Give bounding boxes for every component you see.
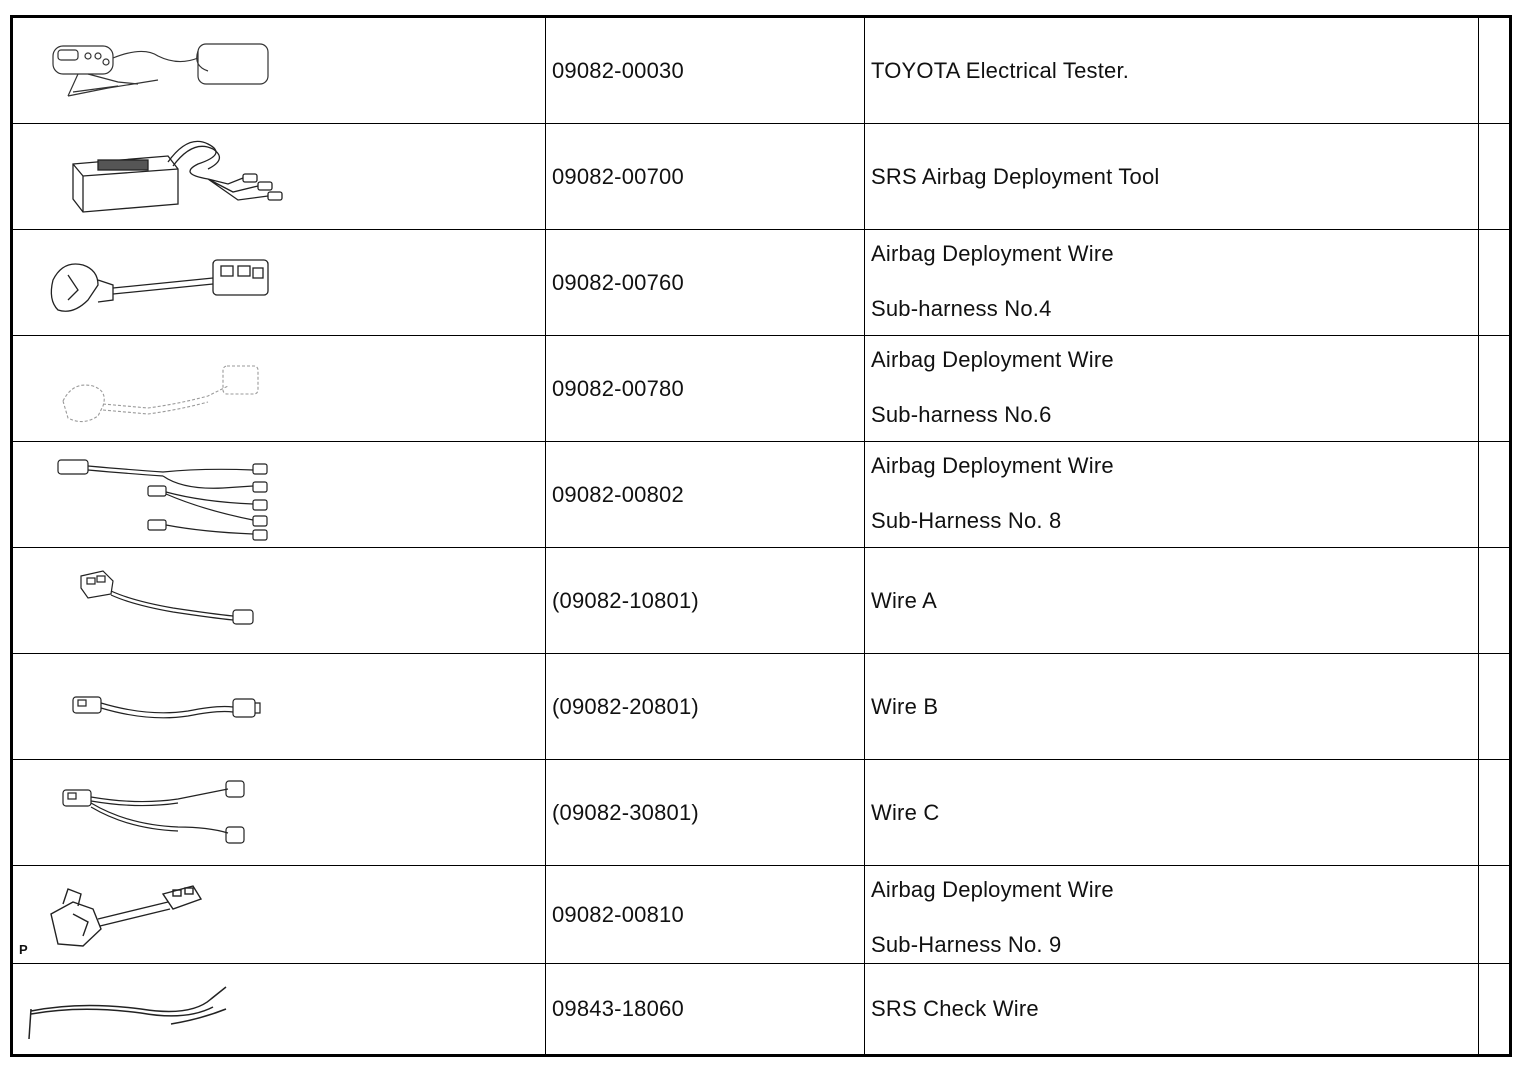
description-cell (865, 760, 1479, 865)
note-cell (1479, 336, 1509, 441)
description-cell (865, 548, 1479, 653)
part-number-cell (546, 654, 865, 759)
description-line-2: Sub-harness No.4 (871, 296, 1052, 321)
note-cell (1479, 18, 1509, 123)
table-row (13, 654, 1509, 760)
table-row (13, 230, 1509, 336)
note-cell (1479, 964, 1509, 1054)
note-cell (1479, 442, 1509, 547)
description-cell (865, 124, 1479, 229)
illustration-cell (13, 654, 546, 759)
part-number: 09082-00700 (552, 163, 684, 189)
description-line-1: Airbag Deployment Wire (871, 877, 1114, 902)
table-row (13, 124, 1509, 230)
description-line-1: Airbag Deployment Wire (871, 347, 1114, 372)
description-line-1: Airbag Deployment Wire (871, 241, 1114, 266)
note-cell (1479, 760, 1509, 865)
part-number-cell (546, 442, 865, 547)
figure-mark: P (19, 942, 28, 957)
part-number: 09082-00030 (552, 57, 684, 83)
illustration-cell (13, 760, 546, 865)
description-cell (865, 336, 1479, 441)
illustration-cell (13, 18, 546, 123)
description-cell (865, 866, 1479, 963)
table-row (13, 866, 1509, 964)
note-cell (1479, 124, 1509, 229)
part-number-cell (546, 124, 865, 229)
table-row (13, 548, 1509, 654)
description-line-2: Sub-Harness No. 9 (871, 932, 1062, 957)
table-row (13, 964, 1509, 1054)
part-number-cell (546, 760, 865, 865)
sub-harness-icon (43, 240, 283, 325)
part-number: (09082-30801) (552, 799, 699, 825)
description-cell (865, 654, 1479, 759)
note-cell (1479, 230, 1509, 335)
description-cell (865, 18, 1479, 123)
check-wire-icon (21, 979, 241, 1044)
description-line-1: Airbag Deployment Wire (871, 453, 1114, 478)
part-number-cell (546, 230, 865, 335)
wire-b-icon (68, 689, 268, 729)
description: Wire C (871, 799, 940, 825)
note-cell (1479, 548, 1509, 653)
wire-c-icon (58, 775, 258, 855)
part-number-cell (546, 964, 865, 1054)
electrical-tester-icon (48, 36, 278, 106)
illustration-cell (13, 124, 546, 229)
description: Wire B (871, 693, 939, 719)
part-number-cell (546, 866, 865, 963)
table-row (13, 760, 1509, 866)
description: SRS Check Wire (871, 996, 1039, 1021)
part-number: 09843-18060 (552, 996, 684, 1021)
table-row (13, 18, 1509, 124)
illustration-cell (13, 442, 546, 547)
multi-wire-harness-icon (53, 450, 283, 545)
description-cell (865, 964, 1479, 1054)
part-number-cell (546, 336, 865, 441)
description: Wire A (871, 587, 937, 613)
description-cell (865, 230, 1479, 335)
description-line-2: Sub-harness No.6 (871, 402, 1052, 427)
illustration-cell (13, 336, 546, 441)
part-number: 09082-00810 (552, 901, 684, 927)
description: TOYOTA Electrical Tester. (871, 57, 1130, 83)
description-cell (865, 442, 1479, 547)
part-number: 09082-00760 (552, 269, 684, 295)
part-number: (09082-20801) (552, 693, 699, 719)
wire-a-icon (73, 566, 263, 636)
table-row (13, 442, 1509, 548)
part-number-cell (546, 548, 865, 653)
part-number: 09082-00802 (552, 481, 684, 507)
note-cell (1479, 654, 1509, 759)
illustration-cell (13, 964, 546, 1054)
special-tools-table (10, 15, 1512, 1057)
connector-harness-icon (43, 874, 213, 954)
sub-harness-faint-icon (58, 356, 268, 431)
note-cell (1479, 866, 1509, 963)
part-number: 09082-00780 (552, 375, 684, 401)
part-number-cell (546, 18, 865, 123)
illustration-cell (13, 866, 546, 963)
illustration-cell (13, 230, 546, 335)
table-row (13, 336, 1509, 442)
part-number: (09082-10801) (552, 587, 699, 613)
deployment-tool-icon (68, 134, 288, 219)
description-line-2: Sub-Harness No. 8 (871, 508, 1062, 533)
description: SRS Airbag Deployment Tool (871, 163, 1160, 189)
illustration-cell (13, 548, 546, 653)
